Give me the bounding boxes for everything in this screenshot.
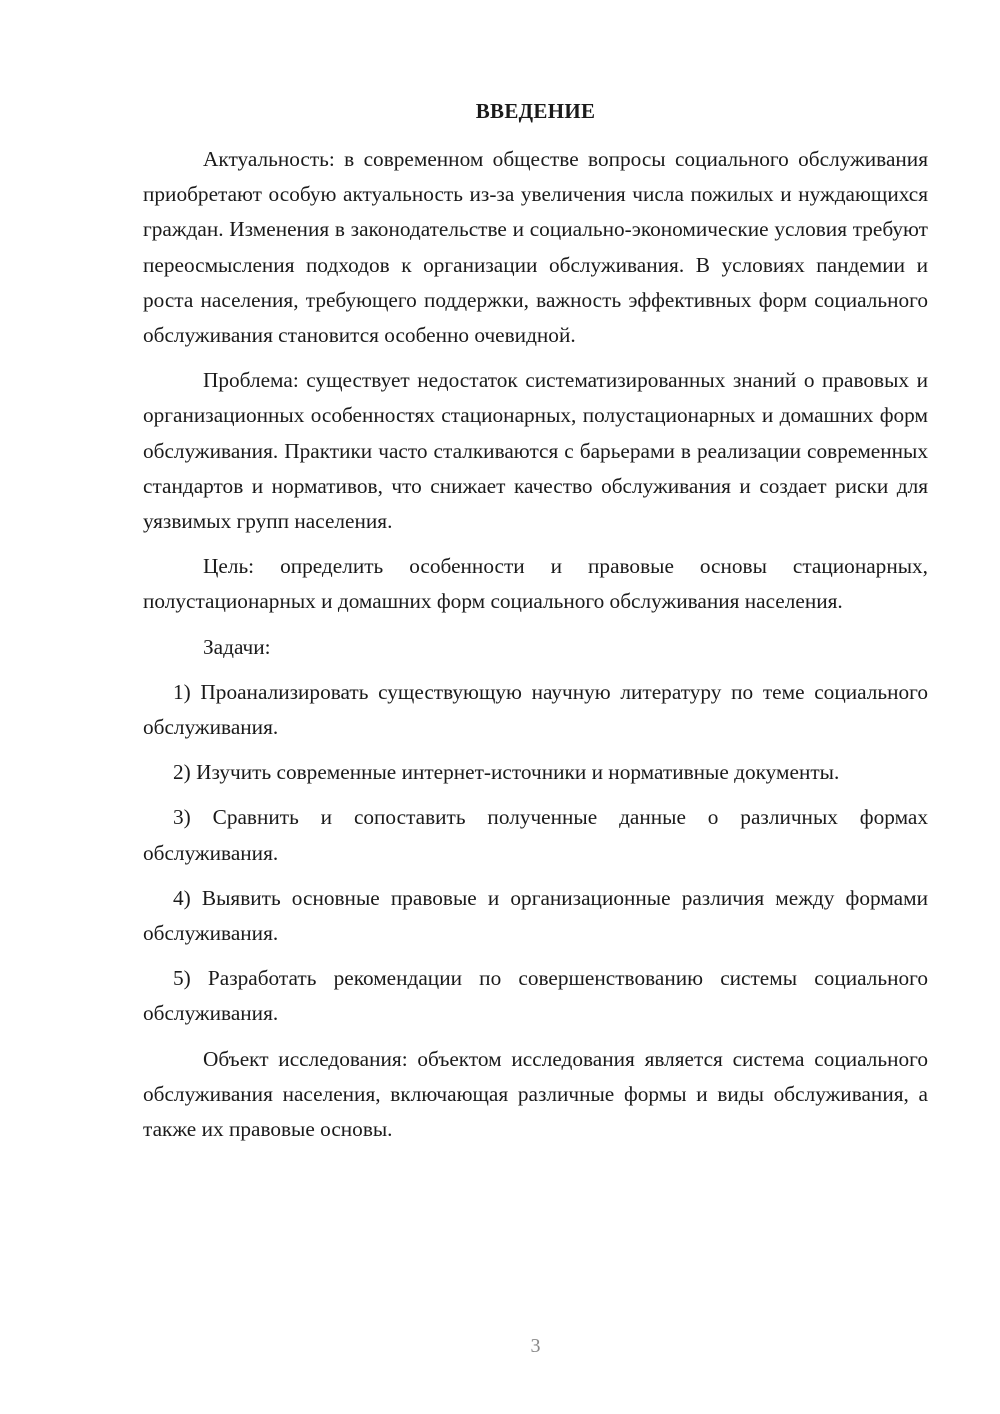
task-item-2: 2) Изучить современные интернет-источники и нормативные документы. bbox=[173, 760, 840, 785]
paragraph-object: Объект исследования: объектом исследования является система социального обслуживания населения, включающая различные формы и виды обслуживания, а также их правовые основы. bbox=[143, 1046, 928, 1142]
paragraph-problem: Проблема: существует недостаток систематизированных знаний о правовых и организационных особенностях стационарных, полустационарных и домашних форм обслуживания. Практики часто сталкиваются с барьерами в реализации современных стандартов и нормативов, что снижает качество обслуживания и создает риски для уязвимых групп населения. bbox=[143, 368, 928, 534]
task-item-4: 4) Выявить основные правовые и организационные различия между формами обслуживания. bbox=[143, 885, 928, 946]
section-title: ВВЕДЕНИЕ bbox=[475, 99, 596, 123]
task-item-5: 5) Разработать рекомендации по совершенствованию системы социального обслуживания. bbox=[143, 966, 928, 1026]
tasks-heading: Задачи: bbox=[203, 634, 271, 659]
document-body bbox=[143, 142, 928, 1157]
task-item-1: 1) Проанализировать существующую научную литературу по теме социального обслуживания. bbox=[143, 679, 928, 740]
paragraph-relevance: Актуальность: в современном обществе вопросы социального обслуживания приобретают особую актуальность из-за увеличения числа пожилых и нуждающихся граждан. Изменения в законодательстве и социально-экономические условия требуют переосмысления подходов к организации обслуживания. В условиях пандемии и роста населения, требующего поддержки, важность эффективных форм социального обслуживания становится особенно очевидной. bbox=[143, 147, 928, 348]
task-item-3: 3) Сравнить и сопоставить полученные данные о различных формах обслуживания. bbox=[143, 805, 928, 865]
page-number: 3 bbox=[530, 1335, 541, 1357]
paragraph-goal: Цель: определить особенности и правовые основы стационарных, полустационарных и домашних форм социального обслуживания населения. bbox=[143, 554, 928, 614]
document-page bbox=[143, 0, 928, 1414]
